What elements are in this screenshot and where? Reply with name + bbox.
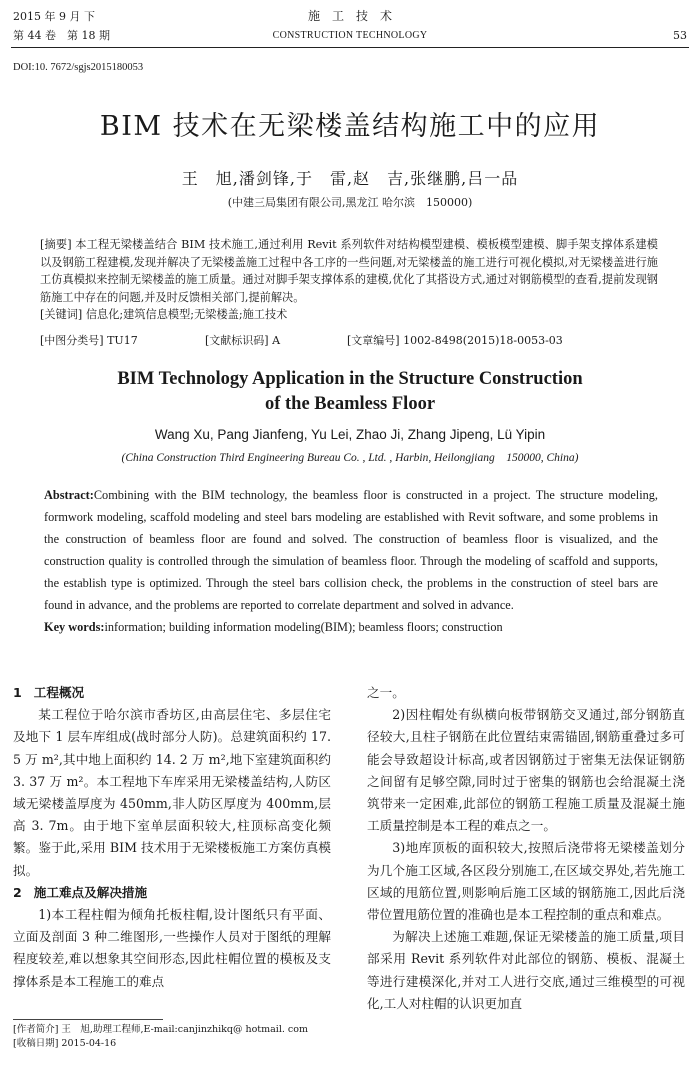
section2-title: 施工难点及解决措施	[33, 884, 148, 900]
doc-code-field	[205, 333, 280, 349]
keywords-cn-label: [关键词]	[40, 308, 83, 321]
authors-en: Wang Xu, Pang Jianfeng, Yu Lei, Zhao Ji, Zhang Jipeng, Lü Yipin	[154, 427, 546, 442]
clc-field	[40, 333, 138, 349]
abstract-en	[44, 484, 658, 638]
clc-label: [中图分类号]	[40, 334, 104, 347]
article-no-label: [文章编号]	[347, 334, 400, 347]
section1-title: 工程概况	[33, 685, 85, 700]
title-en-line2: of the Beamless Floor	[264, 394, 436, 414]
header-journal-en: CONSTRUCTION TECHNOLOGY	[272, 30, 428, 41]
footnote	[13, 1023, 308, 1051]
page-title: BIM 技术在无梁楼盖结构施工中的应用	[99, 111, 601, 142]
received-date: [收稿日期] 2015-04-16	[13, 1038, 117, 1049]
keywords-cn-text: 信息化;建筑信息模型;无梁楼盖;施工技术	[82, 308, 288, 321]
header-rule	[11, 47, 689, 48]
authors-cn: 王 旭,潘剑锋,于 雷,赵 吉,张继鹏,吕一品	[181, 169, 519, 188]
header-volume: 第 44 卷 第 18 期	[13, 29, 110, 42]
title-en	[0, 367, 700, 417]
section2-paragraph-2: 2)因柱帽处有纵横向板带钢筋交叉通过,部分钢筋直径较大,且柱子钢筋在此位置结束需锚固,钢筋重叠过多可能会导致超设计标高,或者因钢筋过于密集无法保证钢筋之间留有足够空隙,同时过于密集的钢筋也会给混凝土浇筑带来一定困难,此部位的钢筋工程施工质量及混凝土施工质量控制是本工程的难点之一。	[367, 707, 685, 834]
keywords-en-text: information; building information modeling(BIM); beamless floors; construction	[104, 620, 503, 634]
header-journal-cn: 施 工 技 术	[307, 9, 392, 23]
footnote-rule	[13, 1019, 163, 1020]
page-number: 53	[673, 29, 687, 42]
section1-heading	[13, 682, 331, 704]
section2-paragraph-3: 3)地库顶板的面积较大,按照后浇带将无梁楼盖划分为几个施工区域,各区段分别施工,在区域交界处,若先施工区域的甩筋位置,则影响后施工区域的钢筋施工,因此后浇带位置甩筋位置的准确也是本工程控制的重点和难点。	[367, 840, 685, 923]
header-date: 2015 年 9 月 下	[13, 10, 95, 23]
clc-value: TU17	[103, 334, 138, 347]
abstract-cn	[40, 236, 658, 324]
article-no-value: 1002-8498(2015)18-0053-03	[399, 334, 563, 347]
abstract-en-label: Abstract:	[44, 488, 94, 502]
affiliation-en: (China Construction Third Engineering Bureau Co. , Ltd. , Harbin, Heilongjiang 150000, China)	[121, 452, 579, 464]
affiliation-cn: (中建三局集团有限公司,黑龙江 哈尔滨 150000)	[227, 196, 473, 209]
doi: DOI:10. 7672/sgjs2015180053	[13, 62, 144, 73]
section2-paragraph-4: 为解决上述施工难题,保证无梁楼盖的施工质量,项目部采用 Revit 系列软件对此部位的钢筋、模板、混凝土等进行建模深化,并对工人进行交底,通过三维模型的可视化,工人对柱帽的认识更加直	[367, 929, 685, 1011]
doc-code-value: A	[268, 334, 281, 347]
doc-code-label: [文献标识码]	[205, 334, 269, 347]
section2-paragraph-1: 1)本工程柱帽为倾角托板柱帽,设计图纸只有平面、立面及剖面 3 种二维图形,一些操作人员对于图纸的理解程度较差,难以想象其空间形态,因此柱帽位置的模板及支撑体系是本工程施工的难点	[13, 907, 331, 989]
author-bio: [作者简介] 王 旭,助理工程师,E-mail:canjinzhikq@ hotmail. com	[13, 1024, 308, 1035]
keywords-en-label: Key words:	[44, 620, 105, 634]
section2-heading	[13, 882, 331, 904]
section1-paragraph: 某工程位于哈尔滨市香坊区,由高层住宅、多层住宅及地下 1 层车库组成(战时部分人防)。总建筑面积约 17. 5 万 m²,其中地上面积约 14. 2 万 m²,地下室建筑面积约 3. 37 万 m²。本工程地下车库采用无梁楼盖结构,人防区域无梁楼盖厚度为 450mm,非人防区厚度为 400mm,层高 3. 7m。由于地下室单层面积较大,柱顶标高变化频繁。鉴于此,采用 BIM 技术用于无梁楼板施工方案仿真模拟。	[13, 707, 331, 878]
section2-paragraph-1-cont: 之一。	[367, 685, 405, 700]
body-right-column	[367, 682, 685, 1015]
article-no-field	[347, 333, 563, 349]
section2-num: 2	[13, 884, 22, 900]
abstract-cn-text: 本工程无梁楼盖结合 BIM 技术施工,通过利用 Revit 系列软件对结构模型建模、模板模型建模、脚手架支撑体系建模以及钢筋工程建模,发现并解决了无梁楼盖施工过程中各工序的一些问题,对无梁楼盖的施工进行可视化模拟,对无梁楼盖进行施工仿真模拟来控制无梁楼盖的施工质量。通过对脚手架支撑体系的建模,优化了其搭设方式,通过对钢筋模型的查看,提前发现钢筋施工中存在的问题,并及时反馈相关部门,提前解决。	[40, 238, 658, 304]
abstract-en-text: Combining with the BIM technology, the beamless floor is constructed in a project. The structure modeling, formwork modeling, scaffold modeling and steel bars modeling are established with Revit software, and some problems in the construction of beamless floor are found and solved. The construction of beamless floor is visualized, and the construction quality is controlled through the simulation of beamless floor. Through the modeling of scaffold and supports, the establish type is optimized. Through the steel bars collision check, the problems in the construction of steel bars are found in advance, and the problems are reported to correlate department and solved in advance.	[44, 488, 658, 612]
section1-num: 1	[13, 685, 22, 700]
title-en-line1: BIM Technology Application in the Structure Construction	[117, 369, 583, 389]
abstract-cn-label: [摘要]	[40, 238, 72, 251]
body-left-column	[13, 682, 331, 993]
